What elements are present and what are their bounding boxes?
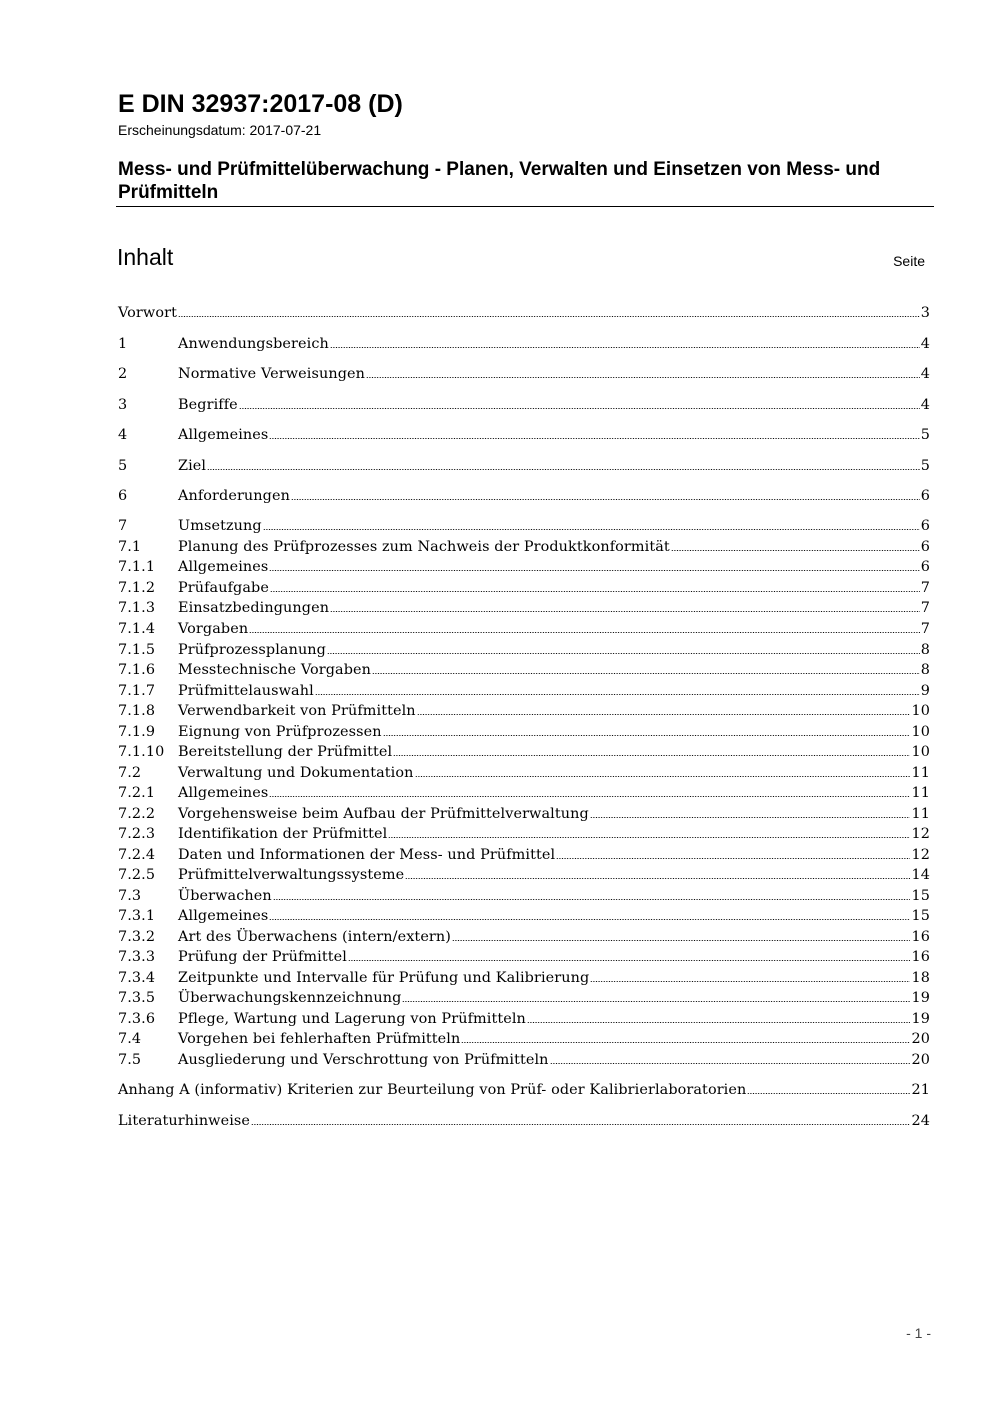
toc-entry-page: 3: [920, 305, 930, 321]
toc-entry-number: 7.1.7: [118, 683, 156, 699]
toc-dot-leader: [270, 591, 920, 592]
toc-entry-number: 7.1.8: [118, 703, 156, 719]
toc-entry-title: Prüfmittelverwaltungssysteme: [178, 867, 405, 883]
toc-entry-page: 7: [920, 600, 930, 616]
toc-dot-leader: [239, 408, 920, 409]
toc-entry-number: 2: [118, 366, 128, 382]
toc-entry[interactable]: [118, 742, 930, 762]
toc-entry-number: 7: [118, 518, 128, 534]
toc-dot-leader: [527, 1022, 911, 1023]
toc-entry-number: 7.3.6: [118, 1011, 156, 1027]
toc-entry-page: 6: [920, 488, 930, 504]
toc-entry-title: Vorgehen bei fehlerhaften Prüfmitteln: [178, 1031, 461, 1047]
toc-dot-leader: [405, 878, 910, 879]
toc-entry[interactable]: [118, 906, 930, 926]
toc-entry-title: Planung des Prüfprozesses zum Nachweis der Produktkonformität: [178, 539, 670, 555]
toc-entry[interactable]: [118, 824, 930, 844]
toc-entry-page: 4: [920, 336, 930, 352]
toc-page-column-label: Seite: [893, 253, 925, 269]
toc-entry-number: 7.3.5: [118, 990, 156, 1006]
toc-entry[interactable]: [118, 1080, 930, 1100]
toc-dot-leader: [383, 735, 911, 736]
toc-entry[interactable]: [118, 681, 930, 701]
publication-date: Erscheinungsdatum: 2017-07-21: [118, 122, 322, 138]
toc-entry-number: 7.5: [118, 1052, 142, 1068]
toc-entry-number: 5: [118, 458, 128, 474]
toc-entry-title: Zeitpunkte und Intervalle für Prüfung und Kalibrierung: [178, 970, 590, 986]
toc-entry-number: 7.3.2: [118, 929, 156, 945]
toc-entry-page: 9: [920, 683, 930, 699]
toc-entry[interactable]: [118, 640, 930, 660]
toc-dot-leader: [330, 611, 920, 612]
toc-dot-leader: [590, 981, 910, 982]
toc-dot-leader: [402, 1001, 910, 1002]
toc-entry-number: 7.1.3: [118, 600, 156, 616]
toc-entry[interactable]: [118, 1029, 930, 1049]
toc-entry-title: Eignung von Prüfprozessen: [178, 724, 382, 740]
toc-dot-leader: [315, 694, 920, 695]
toc-entry-page: 24: [911, 1113, 930, 1129]
toc-entry-title: Ziel: [178, 458, 207, 474]
toc-entry-number: 1: [118, 336, 128, 352]
toc-dot-leader: [249, 632, 920, 633]
toc-entry-title: Normative Verweisungen: [178, 366, 365, 382]
toc-entry-page: 11: [911, 765, 930, 781]
toc-dot-leader: [330, 347, 920, 348]
toc-entry-number: 6: [118, 488, 128, 504]
toc-entry-number: 7.1.4: [118, 621, 156, 637]
toc-entry-page: 16: [911, 929, 930, 945]
toc-entry[interactable]: [118, 865, 930, 885]
toc-entry[interactable]: [118, 701, 930, 721]
toc-dot-leader: [671, 550, 920, 551]
toc-entry-number: 7.3: [118, 888, 142, 904]
toc-dot-leader: [273, 899, 911, 900]
toc-entry[interactable]: [118, 598, 930, 618]
toc-dot-leader: [417, 714, 911, 715]
toc-entry-number: 7.1.10: [118, 744, 165, 760]
toc-entry-page: 5: [920, 458, 930, 474]
toc-entry-number: 7.1.1: [118, 559, 156, 575]
toc-dot-leader: [747, 1093, 910, 1094]
toc-entry-title: Allgemeines: [178, 785, 269, 801]
toc-entry[interactable]: [118, 845, 930, 865]
toc-dot-leader: [372, 673, 920, 674]
toc-dot-leader: [291, 499, 920, 500]
toc-dot-leader: [207, 469, 920, 470]
toc-entry[interactable]: [118, 988, 930, 1008]
page-number: - 1 -: [906, 1325, 931, 1341]
toc-entry[interactable]: [118, 364, 930, 384]
toc-entry[interactable]: [118, 303, 930, 323]
toc-entry-title: Prüfprozessplanung: [178, 642, 326, 658]
toc-heading: Inhalt: [117, 244, 174, 270]
toc-entry[interactable]: [118, 763, 930, 783]
toc-entry-page: 18: [911, 970, 930, 986]
toc-entry-title: Einsatzbedingungen: [178, 600, 330, 616]
document-title: Mess- und Prüfmittelüberwachung - Planen, Verwalten und Einsetzen von Mess- und Prüfmitteln: [118, 159, 881, 203]
toc-entry[interactable]: [118, 516, 930, 536]
toc-entry-number: 7.2.1: [118, 785, 156, 801]
toc-entry[interactable]: [118, 456, 930, 476]
toc-entry[interactable]: [118, 395, 930, 415]
toc-entry-title: Prüfung der Prüfmittel: [178, 949, 347, 965]
toc-dot-leader: [269, 796, 910, 797]
toc-dot-leader: [461, 1042, 910, 1043]
toc-entry-number: 7.3.1: [118, 908, 156, 924]
toc-entry-page: 15: [911, 908, 930, 924]
toc-entry-title: Identifikation der Prüfmittel: [178, 826, 388, 842]
toc-entry-page: 16: [911, 949, 930, 965]
toc-entry[interactable]: [118, 1050, 930, 1070]
toc-entry-number: 7.1.9: [118, 724, 156, 740]
toc-entry-page: 4: [920, 397, 930, 413]
toc-entry[interactable]: [118, 660, 930, 680]
toc-entry-page: 10: [911, 744, 930, 760]
toc-dot-leader: [263, 529, 920, 530]
toc-entry-number: 7.3.3: [118, 949, 156, 965]
toc-entry-title: Verwendbarkeit von Prüfmitteln: [178, 703, 416, 719]
toc-entry-title: Anhang A (informativ) Kriterien zur Beurteilung von Prüf- oder Kalibrierlaboratorien: [118, 1082, 747, 1098]
toc-entry-number: 4: [118, 427, 128, 443]
toc-entry-title: Vorwort: [118, 305, 177, 321]
toc-entry-page: 21: [911, 1082, 930, 1098]
toc-dot-leader: [348, 960, 911, 961]
toc-entry-page: 11: [911, 806, 930, 822]
toc-entry-title: Überwachungskennzeichnung: [178, 990, 402, 1006]
toc-entry-title: Messtechnische Vorgaben: [178, 662, 372, 678]
toc-entry[interactable]: [118, 1009, 930, 1029]
toc-dot-leader: [269, 570, 919, 571]
toc-entry[interactable]: [118, 578, 930, 598]
toc-entry-title: Allgemeines: [178, 427, 269, 443]
toc-entry-number: 7.3.4: [118, 970, 156, 986]
toc-entry-page: 6: [920, 559, 930, 575]
toc-entry-title: Verwaltung und Dokumentation: [178, 765, 414, 781]
toc-entry-number: 7.4: [118, 1031, 142, 1047]
toc-entry-page: 4: [920, 366, 930, 382]
toc-entry-title: Ausgliederung und Verschrottung von Prüfmitteln: [178, 1052, 549, 1068]
toc-entry-number: 7.2.4: [118, 847, 156, 863]
toc-entry[interactable]: [118, 425, 930, 445]
toc-entry[interactable]: [118, 557, 930, 577]
toc-dot-leader: [269, 919, 910, 920]
toc-entry-title: Daten und Informationen der Mess- und Prüfmittel: [178, 847, 556, 863]
toc-entry-number: 7.1.2: [118, 580, 156, 596]
toc-entry-title: Allgemeines: [178, 559, 269, 575]
toc-entry[interactable]: [118, 968, 930, 988]
toc-entry-page: 8: [920, 662, 930, 678]
toc-entry-title: Literaturhinweise: [118, 1113, 251, 1129]
toc-entry-page: 6: [920, 518, 930, 534]
toc-entry-number: 7.2.5: [118, 867, 156, 883]
toc-entry-page: 14: [911, 867, 930, 883]
toc-dot-leader: [327, 653, 920, 654]
toc-entry[interactable]: [118, 1111, 930, 1131]
toc-entry-title: Prüfaufgabe: [178, 580, 269, 596]
toc-entry-page: 6: [920, 539, 930, 555]
toc-dot-leader: [388, 837, 910, 838]
toc-entry[interactable]: [118, 783, 930, 803]
toc-entry[interactable]: [118, 619, 930, 639]
toc-entry[interactable]: [118, 804, 930, 824]
toc-entry-title: Pflege, Wartung und Lagerung von Prüfmitteln: [178, 1011, 526, 1027]
toc-entry-page: 10: [911, 724, 930, 740]
toc-entry-number: 3: [118, 397, 128, 413]
toc-entry-page: 20: [911, 1052, 930, 1068]
toc-entry[interactable]: [118, 537, 930, 557]
toc-entry-title: Prüfmittelauswahl: [178, 683, 314, 699]
toc-entry-title: Art des Überwachens (intern/extern): [178, 929, 451, 945]
toc-entry-number: 7.1.5: [118, 642, 156, 658]
document-id: E DIN 32937:2017-08 (D): [118, 90, 403, 118]
toc-dot-leader: [393, 755, 910, 756]
title-divider: [116, 206, 934, 207]
toc-entry-number: 7.1: [118, 539, 142, 555]
toc-entry-page: 20: [911, 1031, 930, 1047]
toc-entry-title: Bereitstellung der Prüfmittel: [178, 744, 393, 760]
toc-dot-leader: [178, 316, 920, 317]
toc-entry[interactable]: [118, 334, 930, 354]
toc-entry-number: 7.2: [118, 765, 142, 781]
toc-entry-title: Anforderungen: [178, 488, 290, 504]
toc-dot-leader: [590, 817, 911, 818]
toc-entry[interactable]: [118, 722, 930, 742]
toc-entry-title: Anwendungsbereich: [178, 336, 329, 352]
toc-dot-leader: [251, 1124, 910, 1125]
toc-entry-page: 5: [920, 427, 930, 443]
toc-entry-title: Überwachen: [178, 888, 272, 904]
toc-entry-title: Allgemeines: [178, 908, 269, 924]
toc-entry-page: 7: [920, 621, 930, 637]
toc-entry-title: Umsetzung: [178, 518, 262, 534]
toc-entry-number: 7.2.3: [118, 826, 156, 842]
toc-dot-leader: [269, 438, 919, 439]
toc-dot-leader: [556, 858, 910, 859]
toc-entry-page: 12: [911, 826, 930, 842]
toc-entry-number: 7.1.6: [118, 662, 156, 678]
toc-entry[interactable]: [118, 927, 930, 947]
toc-entry-number: 7.2.2: [118, 806, 156, 822]
toc-entry-page: 19: [911, 990, 930, 1006]
toc-entry-page: 15: [911, 888, 930, 904]
toc-entry-title: Vorgehensweise beim Aufbau der Prüfmittelverwaltung: [178, 806, 589, 822]
toc-entry-page: 10: [911, 703, 930, 719]
toc-dot-leader: [366, 377, 920, 378]
toc-entry-page: 8: [920, 642, 930, 658]
toc-dot-leader: [452, 940, 910, 941]
toc-entry-page: 7: [920, 580, 930, 596]
toc-entry[interactable]: [118, 886, 930, 906]
toc-dot-leader: [415, 776, 911, 777]
toc-dot-leader: [550, 1063, 911, 1064]
toc-entry-page: 11: [911, 785, 930, 801]
toc-entry-page: 19: [911, 1011, 930, 1027]
toc-entry[interactable]: [118, 486, 930, 506]
toc-entry-title: Vorgaben: [178, 621, 249, 637]
toc-entry-page: 12: [911, 847, 930, 863]
toc-entry-title: Begriffe: [178, 397, 238, 413]
toc-entry[interactable]: [118, 947, 930, 967]
